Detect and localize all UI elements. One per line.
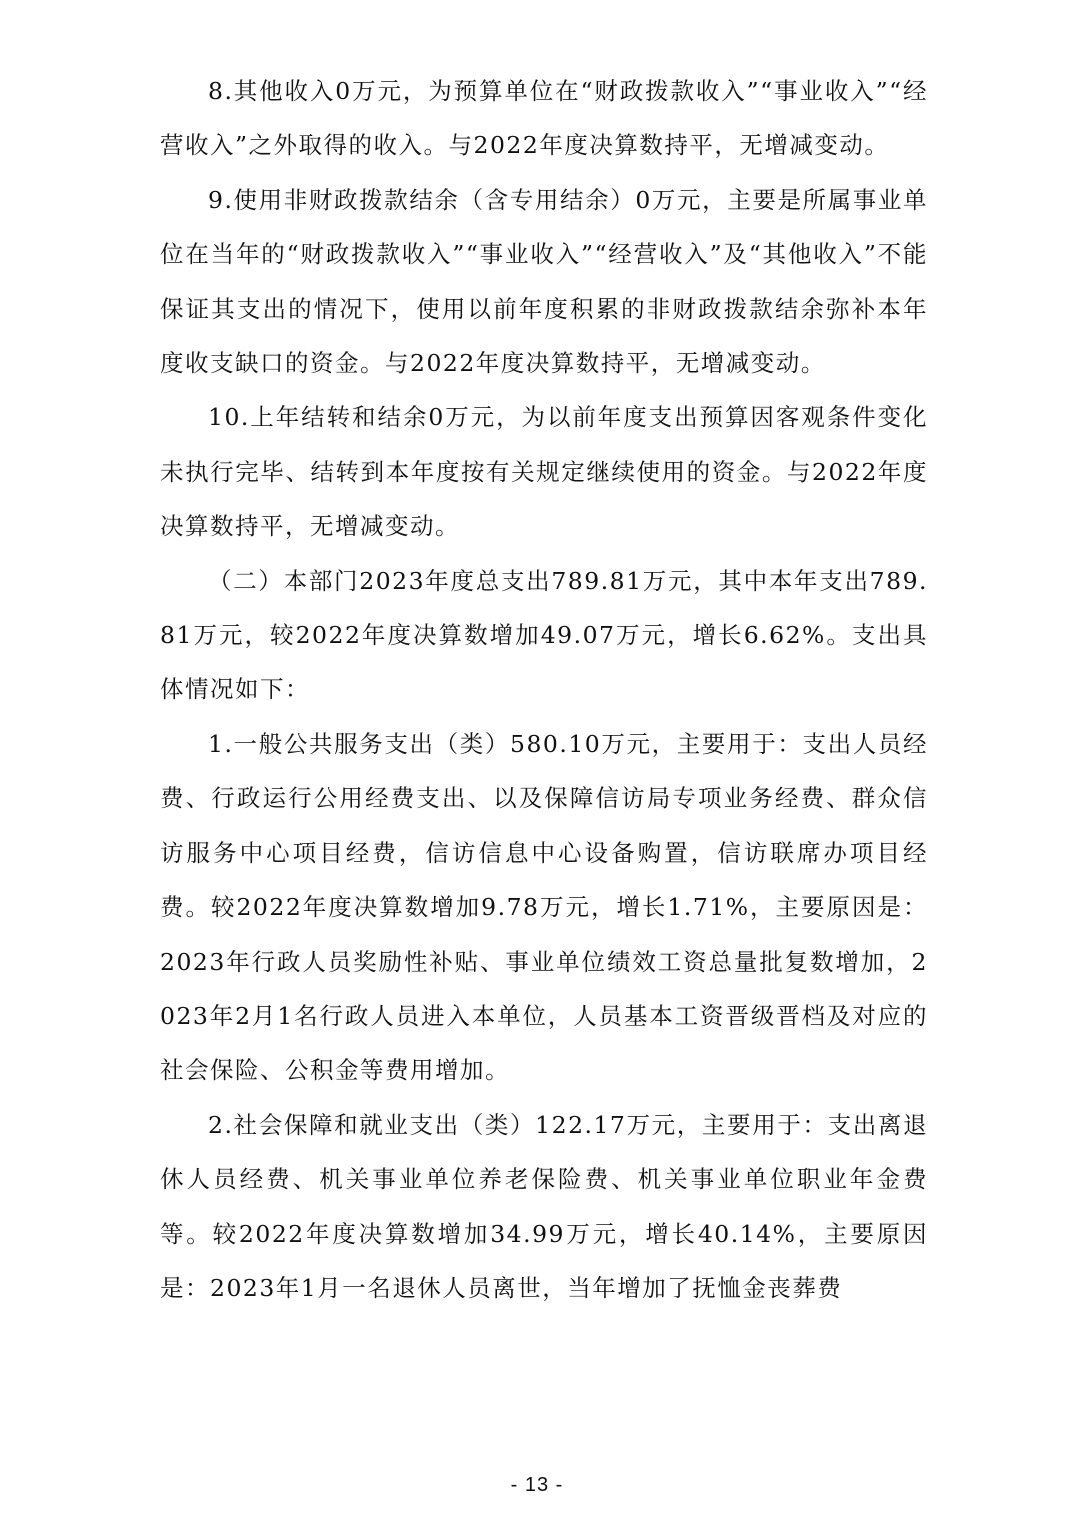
page-number: - 13 - [510,1474,564,1496]
paragraph-total-expenditure: （二）本部门2023年度总支出789.81万元，其中本年支出789.81万元，较2022年度决算数增加49.07万元，增长6.62%。支出具体情况如下： [160,566,928,704]
body-text [160,64,928,1315]
paragraph-carryover: 10.上年结转和结余0万元，为以前年度支出预算因客观条件变化未执行完毕、结转到本年度按有关规定继续使用的资金。与2022年度决算数持平，无增减变动。 [160,403,928,541]
paragraph-social-security: 2.社会保障和就业支出（类）122.17万元，主要用于：支出离退休人员经费、机关事业单位养老保险费、机关事业单位职业年金费等。较2022年度决算数增加34.99万元，增长40.14%，主要原因是：2023年1月一名退休人员离世，当年增加了抚恤金丧葬费 [160,1110,928,1302]
paragraph-other-income: 8.其他收入0万元，为预算单位在“财政拨款收入”“事业收入”“经营收入”之外取得的收入。与2022年度决算数持平，无增减变动。 [160,77,928,160]
paragraph-general-public-services: 1.一般公共服务支出（类）580.10万元，主要用于：支出人员经费、行政运行公用经费支出、以及保障信访局专项业务经费、群众信访服务中心项目经费，信访信息中心设备购置，信访联席办项目经费。较2022年度决算数增加9.78万元，增长1.71%，主要原因是：2023年行政人员奖励性补贴、事业单位绩效工资总量批复数增加，2023年2月1名行政人员进入本单位，人员基本工资晋级晋档及对应的社会保险、公积金等费用增加。 [160,729,928,1085]
paragraph-non-fiscal-surplus: 9.使用非财政拨款结余（含专用结余）0万元，主要是所属事业单位在当年的“财政拨款收入”“事业收入”“经营收入”及“其他收入”不能保证其支出的情况下，使用以前年度积累的非财政拨款结余弥补本年度收支缺口的资金。与2022年度决算数持平，无增减变动。 [160,185,928,378]
